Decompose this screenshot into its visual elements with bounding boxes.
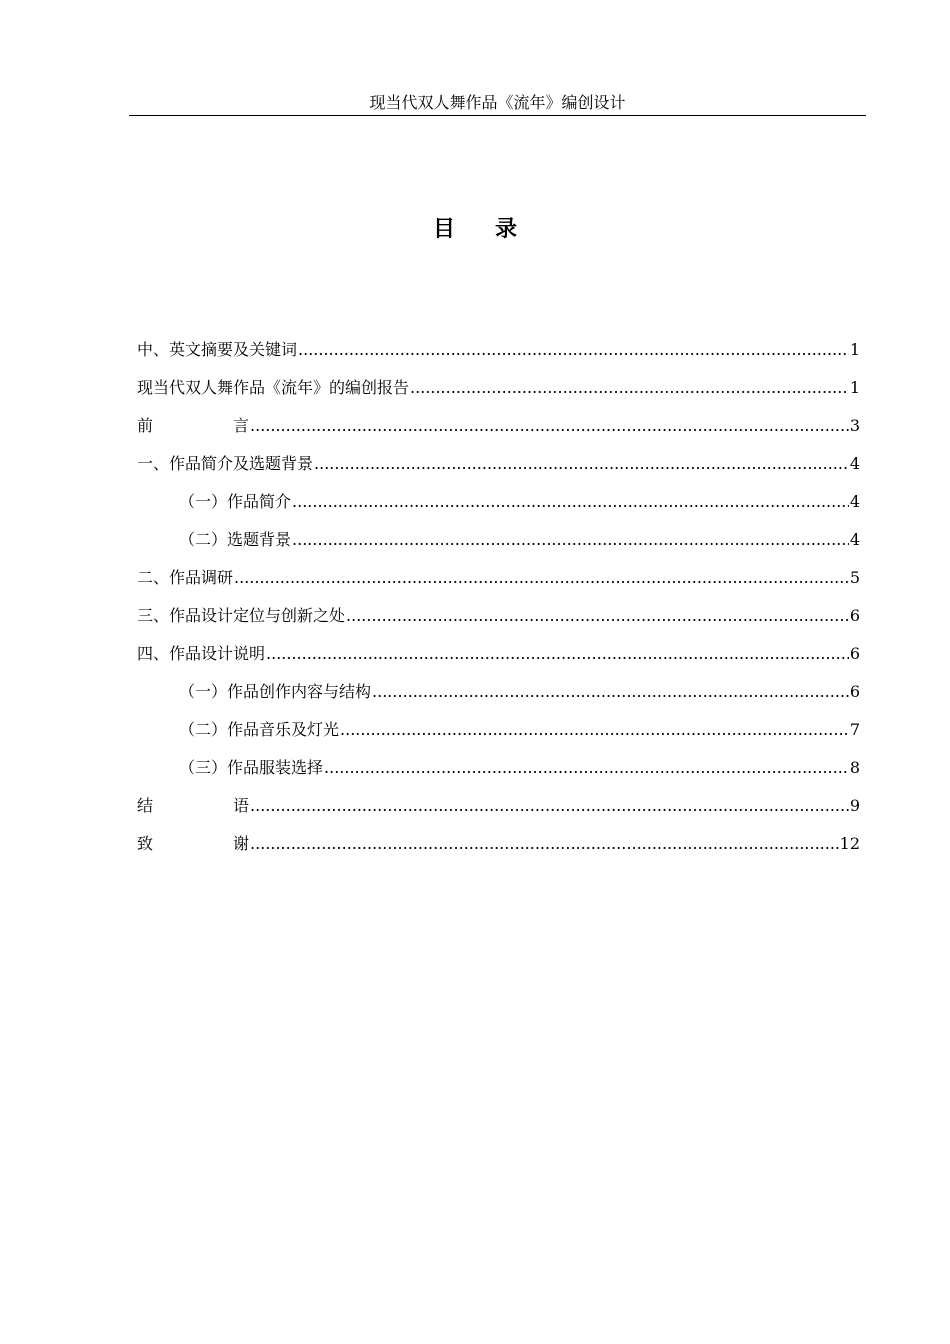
toc-page-number: 6 xyxy=(849,682,860,701)
toc-page-number: 8 xyxy=(849,758,860,777)
toc-entry[interactable] xyxy=(137,374,860,412)
toc-dot-leader xyxy=(250,830,839,858)
toc-entry-label: 三、作品设计定位与创新之处 xyxy=(137,606,346,625)
toc-entry[interactable] xyxy=(137,526,860,564)
toc-entry-label-char: 言 xyxy=(233,416,250,435)
toc-page-number: 1 xyxy=(849,378,860,397)
toc-entry-label: 二、作品调研 xyxy=(137,568,234,587)
toc-entry-label: （三）作品服装选择 xyxy=(179,758,324,777)
toc-page-number: 7 xyxy=(849,720,860,739)
toc-entry[interactable] xyxy=(137,792,860,830)
toc-dot-leader xyxy=(340,716,849,744)
toc-entry-label: （二）作品音乐及灯光 xyxy=(179,720,340,739)
toc-dot-leader xyxy=(410,374,849,402)
toc-entry-label: （一）作品创作内容与结构 xyxy=(179,682,372,701)
toc-page-number: 6 xyxy=(849,606,860,625)
toc-title-char: 目 xyxy=(432,216,455,242)
toc-dot-leader xyxy=(292,488,849,516)
toc-dot-leader xyxy=(250,412,849,440)
toc-entry[interactable] xyxy=(137,830,860,868)
toc-entry-label-char: 语 xyxy=(233,796,250,815)
toc-entry-label: 现当代双人舞作品《流年》的编创报告 xyxy=(137,378,410,397)
toc-entry-label: 一、作品简介及选题背景 xyxy=(137,454,314,473)
toc-entry-label-char: 结 xyxy=(137,796,154,815)
toc-dot-leader xyxy=(346,602,849,630)
toc-entry-label xyxy=(137,830,249,858)
toc-dot-leader xyxy=(372,678,849,706)
toc-entry[interactable] xyxy=(137,678,860,716)
toc-page-number: 6 xyxy=(849,644,860,663)
toc-dot-leader xyxy=(324,754,849,782)
toc-page-number: 4 xyxy=(849,530,860,549)
toc-entry[interactable] xyxy=(137,564,860,602)
toc-page-number: 4 xyxy=(849,454,860,473)
toc-dot-leader xyxy=(292,526,849,554)
toc-entry[interactable] xyxy=(137,412,860,450)
toc-page-number: 12 xyxy=(839,834,860,853)
toc-entry[interactable] xyxy=(137,488,860,526)
toc-entry-label-char: 前 xyxy=(137,416,154,435)
toc-page-number: 4 xyxy=(849,492,860,511)
toc-dot-leader xyxy=(234,564,849,592)
toc-entry[interactable] xyxy=(137,450,860,488)
toc-entry[interactable] xyxy=(137,602,860,640)
toc-entry-label xyxy=(137,792,249,820)
toc-entry-label-char: 谢 xyxy=(233,834,250,853)
toc-entry[interactable] xyxy=(137,336,860,374)
toc-entry-label: （二）选题背景 xyxy=(179,530,292,549)
toc-dot-leader xyxy=(298,336,849,364)
toc-dot-leader xyxy=(314,450,849,478)
toc-page-number: 1 xyxy=(849,340,860,359)
page-header xyxy=(129,92,866,116)
toc-title-char: 录 xyxy=(495,216,518,242)
toc-entry-label: 四、作品设计说明 xyxy=(137,644,266,663)
table-of-contents xyxy=(137,336,860,868)
toc-entry-label: 中、英文摘要及关键词 xyxy=(137,340,298,359)
toc-entry[interactable] xyxy=(137,754,860,792)
toc-entry-label: （一）作品简介 xyxy=(179,492,292,511)
toc-page-number: 5 xyxy=(849,568,860,587)
toc-page-number: 3 xyxy=(849,416,860,435)
toc-entry-label xyxy=(137,412,249,440)
toc-dot-leader xyxy=(250,792,849,820)
toc-entry[interactable] xyxy=(137,716,860,754)
toc-page-number: 9 xyxy=(849,796,860,815)
toc-title xyxy=(0,212,950,246)
toc-entry[interactable] xyxy=(137,640,860,678)
header-title: 现当代双人舞作品《流年》编创设计 xyxy=(369,93,626,112)
toc-entry-label-char: 致 xyxy=(137,834,154,853)
toc-dot-leader xyxy=(266,640,849,668)
